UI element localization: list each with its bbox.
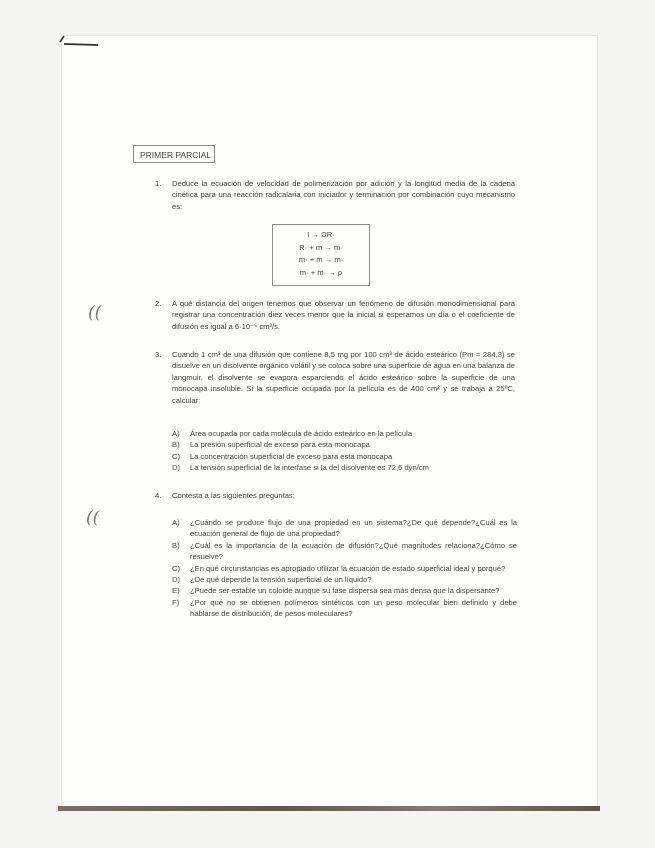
question-number: 1. <box>155 179 162 188</box>
q4-options-list <box>172 517 517 620</box>
list-item <box>172 563 517 574</box>
option-letter: F) <box>172 597 180 607</box>
question-2 <box>155 298 515 332</box>
question-number: 3. <box>155 350 162 359</box>
question-4 <box>155 490 515 501</box>
list-item <box>172 597 517 620</box>
option-letter: C) <box>172 451 181 461</box>
list-item <box>172 462 517 473</box>
margin-handwritten-note: (( <box>88 303 102 323</box>
option-letter: A) <box>172 518 180 527</box>
mechanism-step: R· + m → m· <box>299 242 343 252</box>
question-number: 4. <box>155 491 162 500</box>
q3-options-list <box>172 428 517 474</box>
list-item <box>172 540 517 563</box>
option-letter: E) <box>172 586 180 596</box>
list-item <box>172 428 517 439</box>
list-item <box>172 585 517 596</box>
exam-header-title: PRIMER PARCIAL <box>133 145 215 163</box>
option-text: La concentración superficial de exceso para esta monocapa <box>190 451 393 461</box>
option-letter: B) <box>172 540 180 550</box>
option-letter: D) <box>172 463 181 473</box>
question-text: Cuando 1 cm³ de una difusión que contiene 8,5 mg por 100 cm³ de ácido esteárico (Pm = 284,3) se disuelve en un disolvente orgánico volátil y se coloca sobre una superficie de agua en una balanza de langmuir, el disolvente se evapora esparciendo el ácido esteárico sobre la superficie de una monocapa insoluble. Si la superficie ocupada por la película es de 400 cm² y se trabaja a 25ºC, calcular: <box>172 350 515 405</box>
option-text: Área ocupada por cada molécula de ácido esteárico en la película <box>190 429 413 438</box>
mechanism-step: I → ΩR· <box>307 230 335 239</box>
question-3 <box>155 349 515 406</box>
option-text: ¿Cuál es la importancia de la ecuación de difusión?¿Qué magnitudes relaciona?¿Cómo se resuelve? <box>190 540 517 562</box>
margin-handwritten-note: (( <box>86 508 100 528</box>
option-letter: B) <box>172 440 180 450</box>
question-text: A qué distancia del origen tenemos que observar un fenómeno de difusión monodimensional para registrar una concentración diez veces menor que la inicial si esperamos un día o el coeficiente de difusión es igual a 6·10⁻⁵ cm²/s. <box>172 299 515 331</box>
option-text: La presión superficial de exceso para esta monocapa <box>190 440 370 450</box>
mechanism-step: m· + m → m· <box>298 255 344 265</box>
question-number: 2. <box>155 299 162 308</box>
list-item <box>172 451 517 462</box>
question-1 <box>155 178 515 212</box>
option-text: ¿En qué circunstancias es apropiado utilizar la ecuación de estado superficial ideal y porqué? <box>190 563 506 573</box>
list-item <box>172 439 517 450</box>
question-text: Deduce la ecuación de velocidad de polimerización por adición y la longitud media de la cadena cinética para una reacción radicalaria con iniciador y terminación por combinación cuyo mecanismo es: <box>172 179 515 211</box>
option-letter: A) <box>172 429 180 438</box>
pen-stroke-mark <box>58 34 100 48</box>
list-item <box>172 574 517 585</box>
mechanism-box <box>272 224 370 286</box>
scan-bottom-edge <box>58 806 600 811</box>
list-item <box>172 517 517 540</box>
option-text: ¿Cuándo se produce flujo de una propiedad en un sistema?¿De qué depende?¿Cuál es la ecuación general de flujo de una propiedad? <box>190 518 517 539</box>
option-text: ¿Por qué no se obtienen polímeros sintéticos con un peso molecular bien definido y debe hablarse de distribución, de pesos moleculares? <box>190 597 517 619</box>
question-text: Contesta a las siguientes preguntas: <box>172 491 295 500</box>
option-letter: D) <box>172 575 181 585</box>
mechanism-step: m· + m· → ρ <box>299 267 343 277</box>
option-text: La tensión superficial de la interfase si la del disolvente es 72,6 dyn/cm <box>190 463 429 473</box>
option-text: ¿De qué depende la tensión superficial de un líquido? <box>190 575 372 585</box>
option-letter: C) <box>172 563 181 573</box>
option-text: ¿Puede ser estable un coloide aunque su fase dispersa sea más densa que la dispersante? <box>190 586 500 596</box>
